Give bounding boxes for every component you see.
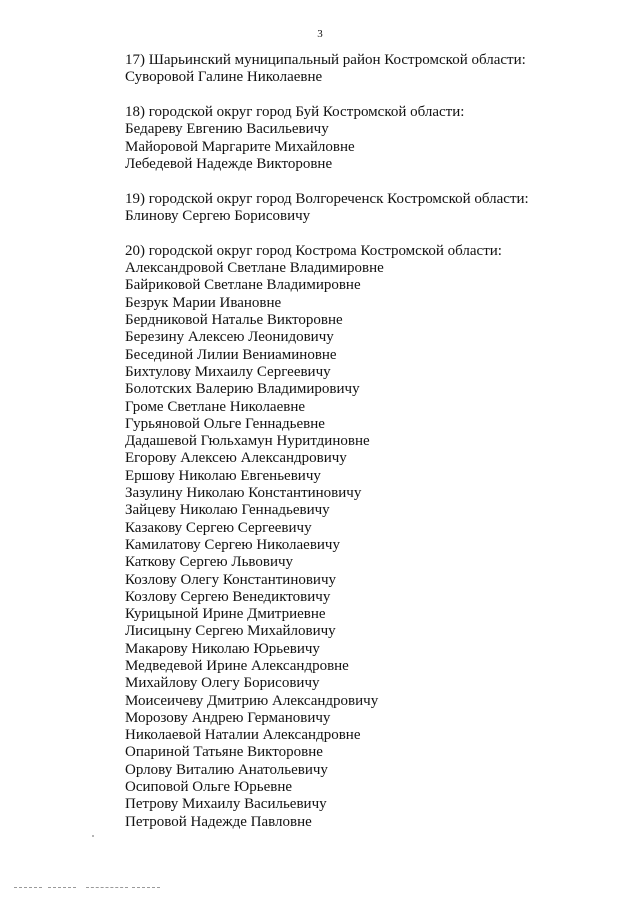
person-name: Болотских Валерию Владимировичу	[125, 381, 360, 398]
person-name: Казакову Сергею Сергеевичу	[125, 519, 312, 536]
person-name: Суворовой Галине Николаевне	[125, 69, 323, 86]
person-name: Петрову Михаилу Васильевичу	[125, 796, 327, 813]
footer-rule	[86, 887, 128, 888]
person-name: Осиповой Ольге Юрьевне	[125, 779, 293, 796]
section-18	[125, 104, 625, 173]
person-name: Березину Алексею Леонидовичу	[125, 329, 334, 346]
person-name: Лебедевой Надежде Викторовне	[125, 155, 333, 172]
person-name: Макарову Николаю Юрьевичу	[125, 640, 320, 657]
section-heading: 17) Шарьинский муниципальный район Костромской области:	[125, 52, 526, 68]
person-name: Лисицыну Сергею Михайловичу	[125, 623, 336, 640]
person-name: Бедареву Евгению Васильевичу	[125, 121, 329, 138]
person-name: Курицыной Ирине Дмитриевне	[125, 606, 326, 623]
person-name: Орлову Виталию Анатольевичу	[125, 761, 328, 778]
section-17	[125, 52, 625, 87]
person-name: Дадашевой Гюльхамун Нуритдиновне	[125, 433, 370, 450]
person-name: Громе Светлане Николаевне	[125, 398, 306, 415]
person-name: Камилатову Сергею Николаевичу	[125, 536, 340, 553]
person-name: Зазулину Николаю Константиновичу	[125, 485, 362, 502]
person-name: Опариной Татьяне Викторовне	[125, 744, 323, 761]
person-name: Ершову Николаю Евгеньевичу	[125, 467, 321, 484]
person-name: Бесединой Лилии Вениаминовне	[125, 346, 337, 363]
document-body	[125, 52, 625, 831]
person-name: Козлову Сергею Венедиктовичу	[125, 588, 331, 605]
person-name: Каткову Сергею Львовичу	[125, 554, 294, 571]
section-20	[125, 243, 625, 831]
person-name: Байриковой Светлане Владимировне	[125, 277, 361, 294]
section-heading: 19) городской округ город Волгореченск Костромской области:	[125, 190, 529, 207]
person-name: Майоровой Маргарите Михайловне	[125, 138, 355, 155]
person-name: Петровой Надежде Павловне	[125, 813, 312, 830]
footer-rule	[132, 887, 160, 888]
section-heading: 18) городской округ город Буй Костромской области:	[125, 104, 465, 121]
person-name: Морозову Андрею Германовичу	[125, 709, 331, 726]
person-name: Егорову Алексею Александровичу	[125, 450, 347, 467]
section-heading: 20) городской округ город Кострома Костромской области:	[125, 242, 502, 259]
person-name: Безрук Марии Ивановне	[125, 294, 282, 311]
person-name: Моисеичеву Дмитрию Александровичу	[125, 692, 379, 709]
footer-rule	[14, 887, 42, 888]
person-name: Александровой Светлане Владимировне	[125, 260, 384, 277]
person-name: Николаевой Наталии Александровне	[125, 727, 361, 744]
page-number: 3	[317, 28, 323, 40]
person-name: Медведевой Ирине Александровне	[125, 658, 349, 674]
person-name: Козлову Олегу Константиновичу	[125, 571, 336, 588]
person-name: Михайлову Олегу Борисовичу	[125, 675, 320, 692]
person-name: Бихтулову Михаилу Сергеевичу	[125, 363, 331, 380]
scan-speck	[92, 835, 94, 837]
footer-rule	[48, 887, 76, 888]
person-name: Блинову Сергею Борисовичу	[125, 208, 311, 225]
person-name: Бердниковой Наталье Викторовне	[125, 312, 343, 329]
person-name: Зайцеву Николаю Геннадьевичу	[125, 502, 330, 519]
section-19	[125, 191, 625, 226]
person-name: Гурьяновой Ольге Геннадьевне	[125, 415, 325, 432]
